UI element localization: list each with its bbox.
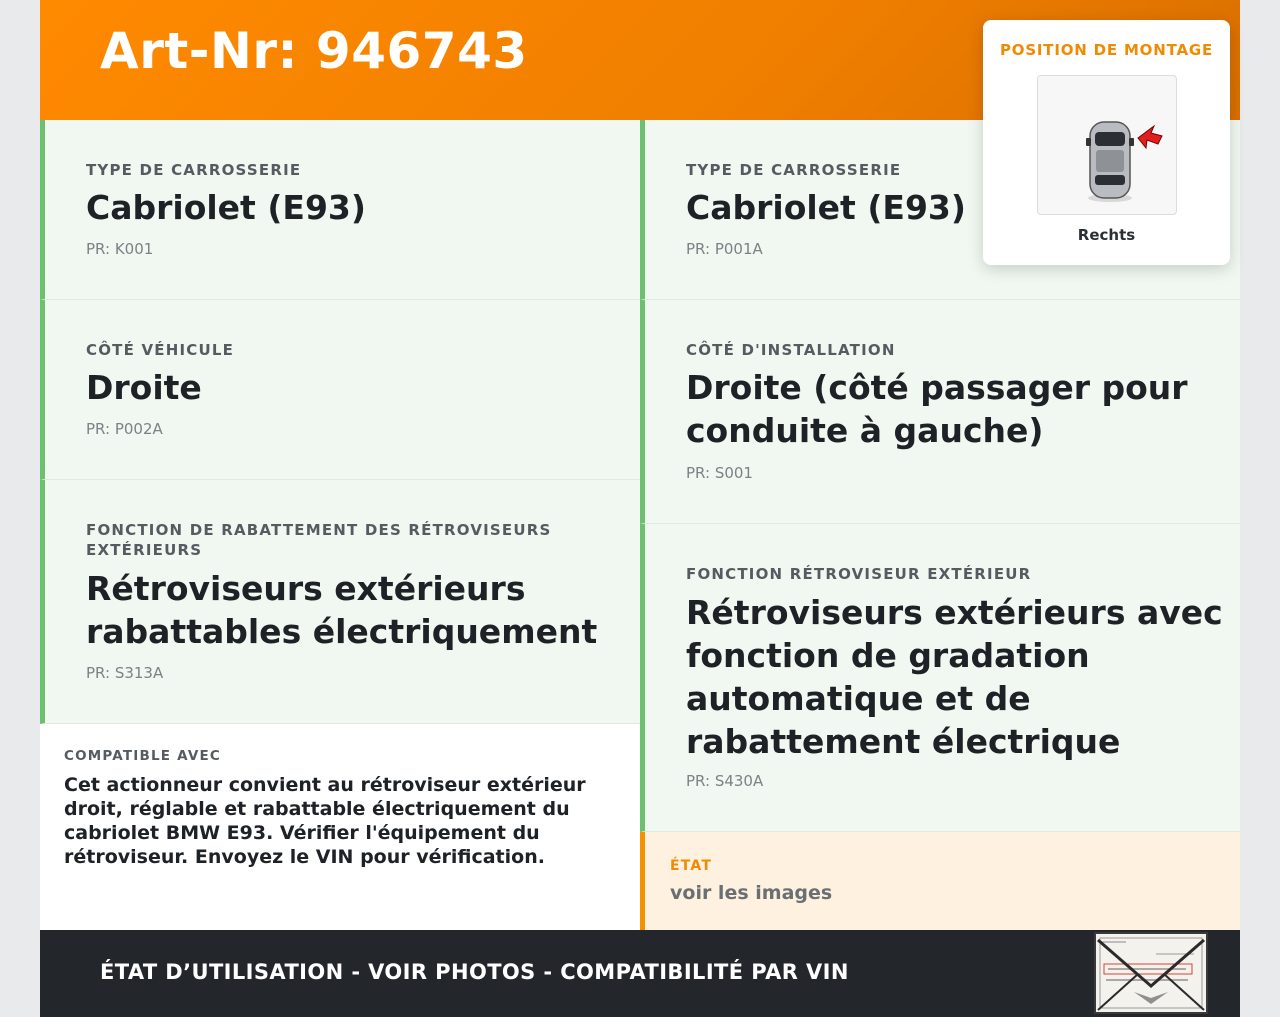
car-top-view-icon xyxy=(1038,76,1176,214)
card-vehicle-side xyxy=(40,300,640,480)
card-value: Rétroviseurs extérieurs avec fonction de gradation automatique et de rabattement électrique xyxy=(686,593,1223,761)
card-pr-code: PR: S313A xyxy=(86,664,164,682)
card-value: Rétroviseurs extérieurs rabattables électriquement xyxy=(86,569,598,651)
card-value: Droite xyxy=(86,368,202,407)
compatibility-text: Cet actionneur convient au rétroviseur extérieur droit, réglable et rabattable électriquement du cabriolet BMW E93. Vérifier l'équipement du rétroviseur. Envoyez le VIN pour vérification. xyxy=(64,774,586,868)
card-pr-code: PR: P002A xyxy=(86,420,163,438)
card-label: CÔTÉ VÉHICULE xyxy=(86,341,235,359)
condition-value: voir les images xyxy=(670,882,833,904)
card-folding-function xyxy=(40,480,640,724)
footer-banner xyxy=(40,930,1240,1017)
card-label: FONCTION DE RABATTEMENT DES RÉTROVISEURS EXTÉRIEURS xyxy=(86,521,552,559)
compatibility-label: COMPATIBLE AVEC xyxy=(64,748,222,764)
card-label: TYPE DE CARROSSERIE xyxy=(686,161,902,179)
mounting-position-card xyxy=(983,20,1230,265)
card-pr-code: PR: K001 xyxy=(86,240,154,258)
card-body-type xyxy=(40,120,640,300)
compatibility-section xyxy=(40,724,640,930)
card-value: Cabriolet (E93) xyxy=(86,188,366,227)
mounting-position-title: POSITION DE MONTAGE xyxy=(999,41,1214,59)
card-installation-side xyxy=(640,300,1240,524)
condition-section xyxy=(640,832,1240,930)
card-mirror-function xyxy=(640,524,1240,832)
article-number-title: Art-Nr: 946743 xyxy=(100,22,528,80)
car-position-image xyxy=(1037,75,1177,215)
card-value: Droite (côté passager pour conduite à gauche) xyxy=(686,368,1188,450)
card-pr-code: PR: S430A xyxy=(686,772,764,790)
card-pr-code: PR: P001A xyxy=(686,240,763,258)
condition-label: ÉTAT xyxy=(670,858,713,874)
footer-text: ÉTAT D’UTILISATION - VOIR PHOTOS - COMPATIBILITÉ PAR VIN xyxy=(100,960,849,984)
card-pr-code: PR: S001 xyxy=(686,464,753,482)
mounting-position-caption: Rechts xyxy=(1077,226,1136,244)
card-label: TYPE DE CARROSSERIE xyxy=(86,161,302,179)
card-value: Cabriolet (E93) xyxy=(686,188,966,227)
card-label: FONCTION RÉTROVISEUR EXTÉRIEUR xyxy=(686,565,1032,583)
envelope-document-icon xyxy=(1094,932,1208,1014)
card-label: CÔTÉ D'INSTALLATION xyxy=(686,341,896,359)
